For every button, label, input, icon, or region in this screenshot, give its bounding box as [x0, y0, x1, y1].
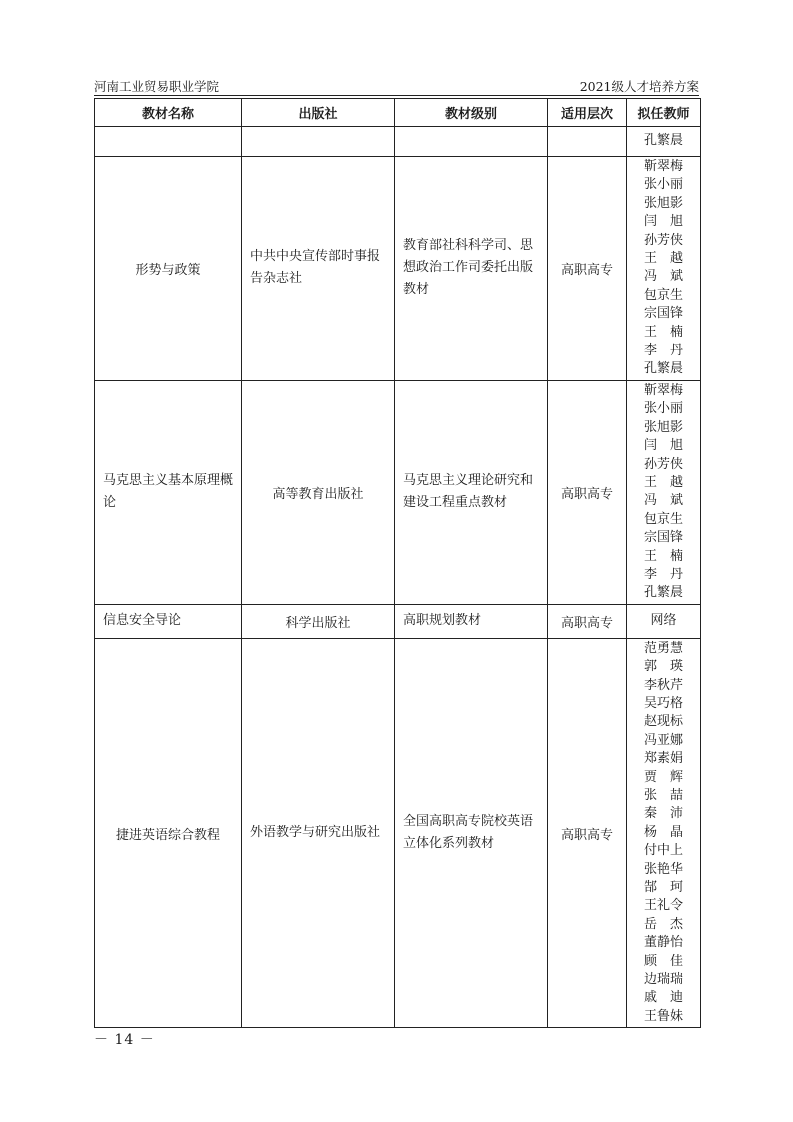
page-number: － 14 － — [94, 1032, 155, 1048]
teacher-name: 秦 沛 — [643, 806, 683, 822]
teacher-name: 宗国锋 — [643, 530, 683, 546]
teacher-name: 王鲁妹 — [643, 1008, 683, 1024]
publisher-cell — [242, 127, 395, 157]
teachers-cell — [627, 604, 701, 638]
tier-cell: 高职高专 — [548, 380, 627, 604]
teacher-name: 郭 瑛 — [643, 659, 683, 675]
teacher-name: 杨 晶 — [643, 824, 683, 840]
publisher-cell: 高等教育出版社 — [242, 380, 395, 604]
textbook-name-cell: 捷进英语综合教程 — [95, 638, 242, 1028]
publisher-cell: 中共中央宣传部时事报告杂志社 — [242, 157, 395, 381]
teacher-name: 张旭影 — [643, 195, 683, 211]
textbook-name-cell — [95, 127, 242, 157]
teacher-name: 付中上 — [643, 843, 683, 859]
teacher-name: 王 楠 — [643, 324, 683, 340]
teacher-name: 李 丹 — [643, 566, 683, 582]
teacher-name: 岳 杰 — [643, 916, 683, 932]
textbook-name-cell: 马克思主义基本原理概论 — [95, 380, 242, 604]
teacher-name: 郑素娟 — [643, 751, 683, 767]
teacher-name: 范勇慧 — [643, 640, 683, 656]
level-cell: 高职规划教材 — [395, 604, 548, 638]
teacher-name: 冯 斌 — [643, 269, 683, 285]
teacher-name: 宗国锋 — [643, 306, 683, 322]
teacher-name: 闫 旭 — [643, 214, 683, 230]
publisher-cell: 外语教学与研究出版社 — [242, 638, 395, 1028]
teacher-name: 贾 辉 — [643, 769, 683, 785]
teacher-name: 闫 旭 — [643, 438, 683, 454]
teacher-name: 赵现标 — [643, 714, 683, 730]
textbook-name-cell: 信息安全导论 — [95, 604, 242, 638]
table-row — [95, 380, 701, 604]
teacher-name: 张小丽 — [643, 401, 683, 417]
teachers-cell — [627, 157, 701, 381]
level-cell: 全国高职高专院校英语立体化系列教材 — [395, 638, 548, 1028]
col-header-name: 教材名称 — [95, 99, 242, 127]
teacher-name: 边瑞瑞 — [643, 972, 683, 988]
page-header — [94, 75, 699, 96]
teacher-name: 李秋芹 — [643, 677, 683, 693]
teacher-name: 孔繁晨 — [643, 585, 683, 601]
teacher-name: 张旭影 — [643, 419, 683, 435]
level-cell: 马克思主义理论研究和建设工程重点教材 — [395, 380, 548, 604]
plan-title: 2021级人才培养方案 — [579, 79, 699, 94]
textbook-table — [94, 98, 701, 1028]
school-name: 河南工业贸易职业学院 — [94, 79, 220, 94]
col-header-tier: 适用层次 — [548, 99, 627, 127]
teacher-name: 王 楠 — [643, 548, 683, 564]
col-header-teachers: 拟任教师 — [627, 99, 701, 127]
table-header-row — [95, 99, 701, 127]
table-row — [95, 604, 701, 638]
teacher-name: 冯亚娜 — [643, 732, 683, 748]
textbook-name-cell: 形势与政策 — [95, 157, 242, 381]
teachers-cell — [627, 127, 701, 157]
teacher-name: 包京生 — [643, 287, 683, 303]
level-cell — [395, 127, 548, 157]
teacher-name: 冯 斌 — [643, 493, 683, 509]
teacher-name: 王礼令 — [643, 898, 683, 914]
teacher-name: 郜 珂 — [643, 880, 683, 896]
teacher-name: 张艳华 — [643, 861, 683, 877]
teacher-name: 王 越 — [643, 474, 683, 490]
teacher-name: 网络 — [650, 613, 677, 629]
tier-cell — [548, 127, 627, 157]
teacher-name: 包京生 — [643, 511, 683, 527]
teacher-name: 孙芳侠 — [643, 232, 683, 248]
tier-cell: 高职高专 — [548, 157, 627, 381]
teacher-name: 戚 迪 — [643, 990, 683, 1006]
teachers-cell — [627, 380, 701, 604]
teacher-name: 孔繁晨 — [643, 361, 683, 377]
teacher-name: 顾 佳 — [643, 953, 683, 969]
teacher-name: 王 越 — [643, 251, 683, 267]
teacher-name: 靳翠梅 — [643, 159, 683, 174]
col-header-publisher: 出版社 — [242, 99, 395, 127]
table-row — [95, 638, 701, 1028]
tier-cell: 高职高专 — [548, 604, 627, 638]
level-cell: 教育部社科科学司、思想政治工作司委托出版教材 — [395, 157, 548, 381]
teacher-name: 张 喆 — [643, 788, 683, 803]
teacher-name: 张小丽 — [643, 177, 683, 193]
teacher-name: 李 丹 — [643, 343, 683, 359]
teacher-name: 孙芳侠 — [643, 456, 683, 472]
teachers-cell — [627, 638, 701, 1028]
table-row — [95, 157, 701, 381]
publisher-cell: 科学出版社 — [242, 604, 395, 638]
teacher-name: 靳翠梅 — [643, 382, 683, 398]
tier-cell: 高职高专 — [548, 638, 627, 1028]
teacher-name: 吴巧格 — [643, 695, 683, 711]
teacher-name: 董静怡 — [643, 935, 683, 951]
table-row — [95, 127, 701, 157]
teacher-name: 孔繁晨 — [643, 133, 683, 149]
col-header-level: 教材级别 — [395, 99, 548, 127]
